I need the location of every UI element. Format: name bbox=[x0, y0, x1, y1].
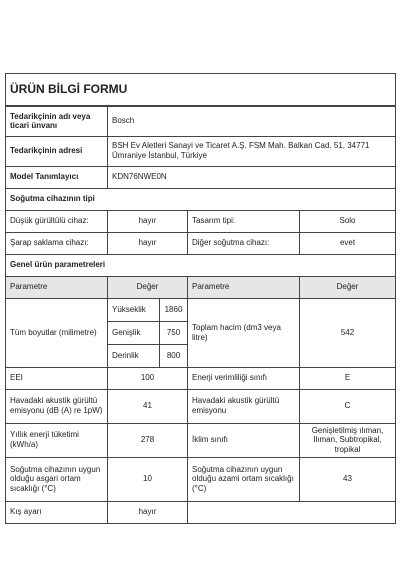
general-heading: Genel ürün parametreleri bbox=[6, 254, 396, 276]
energy-class-value: E bbox=[300, 367, 396, 389]
low-noise-label: Düşük gürültülü cihaz: bbox=[6, 210, 108, 232]
eei-label: EEI bbox=[6, 367, 108, 389]
other-value: evet bbox=[300, 232, 396, 254]
min-temp-value: 10 bbox=[108, 457, 188, 501]
supplier-name-label: Tedarikçinin adı veya ticari ünvanı bbox=[6, 106, 108, 136]
design-type-label: Tasarım tipi: bbox=[188, 210, 300, 232]
annual-energy-label: Yıllık enerji tüketimi (kWh/a) bbox=[6, 423, 108, 457]
supplier-address-label: Tedarikçinin adresi bbox=[6, 136, 108, 166]
winter-label: Kış ayarı bbox=[6, 501, 108, 523]
other-label: Diğer soğutma cihazı: bbox=[188, 232, 300, 254]
form-title: ÜRÜN BİLGİ FORMU bbox=[6, 74, 396, 107]
wine-label: Şarap saklama cihazı: bbox=[6, 232, 108, 254]
height-value: 1860 bbox=[160, 298, 188, 321]
annual-energy-value: 278 bbox=[108, 423, 188, 457]
value-column-header: Değer bbox=[108, 276, 188, 298]
noise-value: 41 bbox=[108, 389, 188, 423]
noise-class-label: Havadaki akustik gürültü emisyonu bbox=[188, 389, 300, 423]
product-info-form bbox=[5, 73, 396, 524]
width-label: Genişlik bbox=[108, 321, 160, 344]
climate-label: İklim sınıfı bbox=[188, 423, 300, 457]
dimensions-label: Tüm boyutlar (milimetre) bbox=[6, 298, 108, 367]
height-label: Yükseklik bbox=[108, 298, 160, 321]
model-value: KDN76NWE0N bbox=[108, 166, 396, 188]
param-column-header-2: Parametre bbox=[188, 276, 300, 298]
noise-class-value: C bbox=[300, 389, 396, 423]
max-temp-label: Soğutma cihazının uygun olduğu azami ortam sıcaklığı (°C) bbox=[188, 457, 300, 501]
design-type-value: Solo bbox=[300, 210, 396, 232]
eei-value: 100 bbox=[108, 367, 188, 389]
max-temp-value: 43 bbox=[300, 457, 396, 501]
min-temp-label: Soğutma cihazının uygun olduğu asgari ortam sıcaklığı (°C) bbox=[6, 457, 108, 501]
cooling-type-heading: Soğutma cihazının tipi bbox=[6, 188, 396, 210]
noise-label: Havadaki akustik gürültü emisyonu (dB (A) re 1pW) bbox=[6, 389, 108, 423]
empty-cell bbox=[188, 501, 396, 523]
width-value: 750 bbox=[160, 321, 188, 344]
climate-value: Genişletilmiş ılıman, Ilıman, Subtropikal, tropikal bbox=[300, 423, 396, 457]
volume-value: 542 bbox=[300, 298, 396, 367]
depth-value: 800 bbox=[160, 344, 188, 367]
energy-class-label: Enerji verimliliği sınıfı bbox=[188, 367, 300, 389]
low-noise-value: hayır bbox=[108, 210, 188, 232]
supplier-name-value: Bosch bbox=[108, 106, 396, 136]
winter-value: hayır bbox=[108, 501, 188, 523]
depth-label: Derinlik bbox=[108, 344, 160, 367]
volume-label: Toplam hacim (dm3 veya litre) bbox=[188, 298, 300, 367]
wine-value: hayır bbox=[108, 232, 188, 254]
param-column-header: Parametre bbox=[6, 276, 108, 298]
model-label: Model Tanımlayıcı bbox=[6, 166, 108, 188]
value-column-header-2: Değer bbox=[300, 276, 396, 298]
supplier-address-value: BSH Ev Aletleri Sanayi ve Ticaret A.Ş. FSM Mah. Balkan Cad. 51, 34771 Ümraniye İstanbul, Türkiye bbox=[108, 136, 396, 166]
